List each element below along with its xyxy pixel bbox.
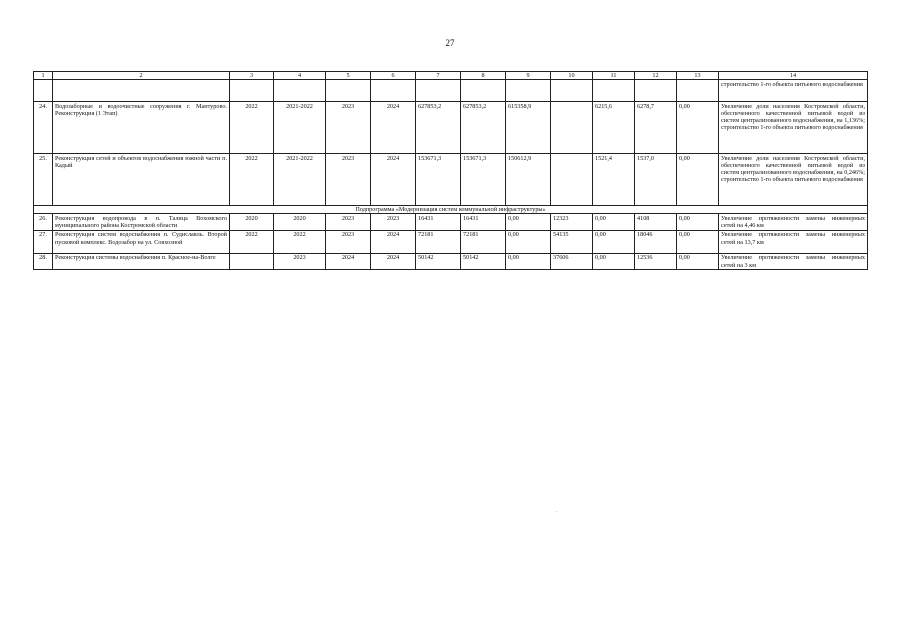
table-row	[34, 102, 868, 154]
amount-cell: 0,00	[677, 102, 719, 154]
year-cell: 2022	[230, 102, 274, 154]
year-cell: 2020	[230, 214, 274, 230]
year-cell: 2024	[371, 230, 416, 253]
year-cell: 2023	[371, 214, 416, 230]
header-cell: 9	[506, 72, 551, 80]
amount-cell: 0,00	[677, 230, 719, 253]
table-row	[34, 214, 868, 230]
amount-cell: 615358,9	[506, 102, 551, 154]
amount-cell: 50142	[461, 253, 506, 269]
header-cell: 14	[719, 72, 868, 80]
amount-cell: 12323	[551, 214, 593, 230]
scan-speck	[556, 511, 557, 512]
result-cell: Увеличение доли населения Костромской области, обеспеченного качественной питьевой водой из систем централизованного водоснабжения, на 1,136%; строительство 1-го объекта питьевого водоснабжения	[719, 102, 868, 154]
table-row	[34, 253, 868, 269]
program-table	[33, 71, 868, 270]
subprogram-title: Подпрограмма «Модернизация систем коммунальной инфраструктуры»	[34, 206, 868, 214]
amount-cell: 4108	[635, 214, 677, 230]
year-cell: 2023	[326, 230, 371, 253]
header-cell: 1	[34, 72, 53, 80]
object-name-cell: Реконструкция сетей и объектов водоснабжения южной части п. Кадый	[53, 154, 230, 206]
period-cell: 2021-2022	[274, 102, 326, 154]
amount-cell	[551, 102, 593, 154]
amount-cell: 0,00	[593, 253, 635, 269]
header-cell: 4	[274, 72, 326, 80]
header-cell: 3	[230, 72, 274, 80]
amount-cell	[551, 154, 593, 206]
header-cell: 11	[593, 72, 635, 80]
amount-cell: 0,00	[677, 253, 719, 269]
subprogram-row	[34, 206, 868, 214]
row-number-cell: 25.	[34, 154, 53, 206]
object-name-cell: Реконструкция системы водоснабжения п. Красное-на-Волге	[53, 253, 230, 269]
page-number: 27	[445, 38, 455, 48]
amount-cell: 6215,6	[593, 102, 635, 154]
year-cell: 2024	[371, 253, 416, 269]
year-cell: 2024	[371, 154, 416, 206]
row-number-cell: 24.	[34, 102, 53, 154]
amount-cell: 54135	[551, 230, 593, 253]
amount-cell: 0,00	[677, 214, 719, 230]
amount-cell: 50142	[416, 253, 461, 269]
header-cell: 5	[326, 72, 371, 80]
amount-cell: 6278,7	[635, 102, 677, 154]
year-cell	[230, 253, 274, 269]
row-number-cell: 26.	[34, 214, 53, 230]
amount-cell: 18046	[635, 230, 677, 253]
amount-cell: 12536	[635, 253, 677, 269]
header-cell: 12	[635, 72, 677, 80]
header-cell: 10	[551, 72, 593, 80]
header-cell: 8	[461, 72, 506, 80]
object-name-cell: Реконструкция водопровода в п. Талица Вохомского муниципального района Костромской области	[53, 214, 230, 230]
row-number-cell: 27.	[34, 230, 53, 253]
year-cell: 2022	[230, 230, 274, 253]
period-cell: 2021-2022	[274, 154, 326, 206]
year-cell: 2022	[230, 154, 274, 206]
amount-cell: 150612,9	[506, 154, 551, 206]
amount-cell: 37606	[551, 253, 593, 269]
period-cell: 2022	[274, 230, 326, 253]
amount-cell: 627853,2	[461, 102, 506, 154]
year-cell: 2024	[371, 102, 416, 154]
row-number-cell: 28.	[34, 253, 53, 269]
continuation-row	[34, 80, 868, 102]
header-cell: 7	[416, 72, 461, 80]
amount-cell: 16431	[461, 214, 506, 230]
result-cell: Увеличение протяженности замены инженерных сетей на 13,7 км	[719, 230, 868, 253]
result-cell: строительство 1-го объекта питьевого водоснабжения	[719, 80, 868, 102]
object-name-cell: Реконструкция систем водоснабжения п. Судиславль. Второй пусковой комплекс. Водозабор на ул. Совхозной	[53, 230, 230, 253]
amount-cell: 627853,2	[416, 102, 461, 154]
amount-cell: 0,00	[506, 253, 551, 269]
year-cell: 2023	[326, 214, 371, 230]
table-row	[34, 154, 868, 206]
header-cell: 2	[53, 72, 230, 80]
header-cell: 6	[371, 72, 416, 80]
result-cell: Увеличение протяженности замены инженерных сетей на 3 км	[719, 253, 868, 269]
amount-cell: 153671,3	[461, 154, 506, 206]
amount-cell: 1537,0	[635, 154, 677, 206]
amount-cell: 153671,3	[416, 154, 461, 206]
header-cell: 13	[677, 72, 719, 80]
result-cell: Увеличение протяженности замены инженерных сетей на 4,46 км	[719, 214, 868, 230]
table-row	[34, 230, 868, 253]
amount-cell: 0,00	[593, 214, 635, 230]
year-cell: 2024	[326, 253, 371, 269]
amount-cell: 16431	[416, 214, 461, 230]
amount-cell: 0,00	[677, 154, 719, 206]
period-cell: 2020	[274, 214, 326, 230]
amount-cell: 0,00	[506, 214, 551, 230]
amount-cell: 0,00	[506, 230, 551, 253]
object-name-cell: Водозаборные и водоочистные сооружения г. Мантурово. Реконструкция (1 Этап)	[53, 102, 230, 154]
amount-cell: 0,00	[593, 230, 635, 253]
amount-cell: 1521,4	[593, 154, 635, 206]
period-cell: 2023	[274, 253, 326, 269]
amount-cell: 72181	[461, 230, 506, 253]
year-cell: 2023	[326, 154, 371, 206]
result-cell: Увеличение доли населения Костромской области, обеспеченного качественной питьевой водой из систем централизованного водоснабжения, на 0,246%; строительство 1-го объекта питьевого водоснабжения	[719, 154, 868, 206]
column-number-header	[34, 72, 868, 80]
amount-cell: 72181	[416, 230, 461, 253]
year-cell: 2023	[326, 102, 371, 154]
